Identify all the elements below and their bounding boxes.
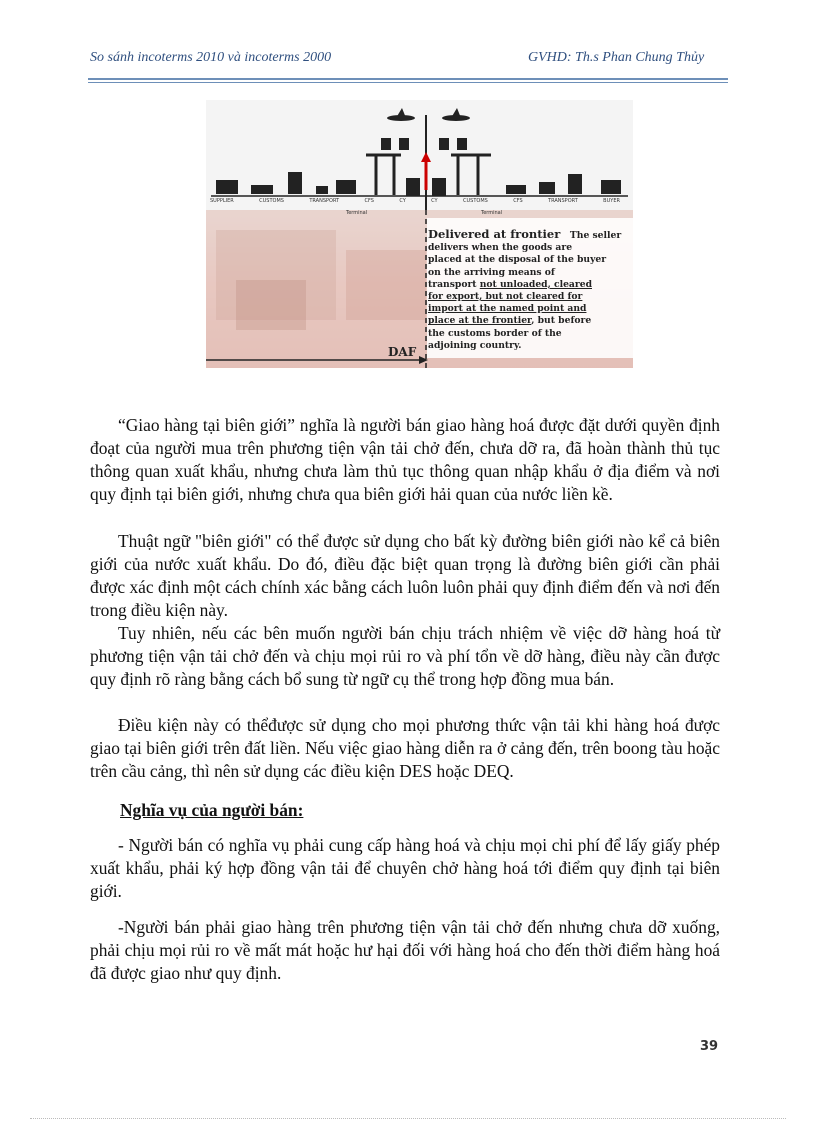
- caption-line: placed at the disposal of the buyer: [428, 254, 607, 266]
- caption-line: , but before: [531, 315, 592, 327]
- paragraph-transport-modes: Điều kiện này có thểđược sử dụng cho mọi phương thức vận tải khi hàng hoá được giao tại biên giới trên đất liền. Nếu việc giao hàng diễn ra ở cảng đến, trên boong tàu hoặc trên cầu cảng, thì nên sử dụng các điều kiện DES hoặc DEQ.: [90, 715, 720, 781]
- label-buyer: BUYER: [603, 198, 620, 204]
- terminal-label-right: Terminal: [481, 210, 503, 216]
- label-cy-right: CY: [431, 198, 438, 204]
- paragraph-definition: “Giao hàng tại biên giới” nghĩa là người bán giao hàng hoá được đặt dưới quyền định đoạt của người mua trên phương tiện vận tải chở đến, chưa dỡ ra, đã hoàn thành thủ tục thông quan xuất khẩu, nhưng chưa làm thủ tục thông quan nhập khẩu ở địa điểm và nơi quy định tại biên giới, nhưng chưa qua biên giới hải quan của nước liền kề.: [90, 415, 720, 504]
- caption-underlined: not unloaded, cleared: [479, 278, 592, 290]
- caption-title: Delivered at frontier: [428, 227, 561, 241]
- label-customs-right: CUSTOMS: [463, 198, 488, 204]
- label-cfs-right: CFS: [513, 198, 523, 204]
- daf-arrow-label: DAF: [388, 345, 417, 359]
- page-bottom-divider: [30, 1118, 786, 1119]
- label-customs-left: CUSTOMS: [259, 198, 284, 204]
- caption-line: adjoining country.: [428, 339, 522, 351]
- caption-line: transport: [428, 278, 480, 290]
- paragraph-frontier-term: Thuật ngữ "biên giới" có thể được sử dụng cho bất kỳ đường biên giới nào kể cả biên giới của nước xuất khẩu. Do đó, điều đặc biệt quan trọng là đường biên giới cần phải được xác định một cách chính xác bằng cách luôn luôn phải quy định điểm đến và nơi đến trong điều kiện này.: [90, 531, 720, 620]
- caption-underlined: for export, but not cleared for: [428, 291, 583, 303]
- label-cy-left: CY: [399, 198, 406, 204]
- figure-caption: [428, 228, 623, 352]
- obligation-item-2: -Người bán phải giao hàng trên phương tiện vận tải chở đến nhưng chưa dỡ xuống, phải chịu mọi rủi ro về mất mát hoặc hư hại đối với hàng hoá cho đến thời điểm hàng hoá đã được giao như quy định.: [90, 917, 720, 983]
- caption-underlined: import at the named point and: [428, 303, 587, 315]
- diagram-stage-labels: [210, 198, 620, 204]
- label-supplier: SUPPLIER: [210, 198, 234, 204]
- caption-line: on the arriving means of: [428, 266, 555, 278]
- page-number: 39: [700, 1039, 719, 1054]
- header-instructor: GVHD: Th.s Phan Chung Thủy: [528, 50, 705, 65]
- caption-line: The seller delivers when the goods are: [428, 230, 622, 254]
- label-transport-right: TRANSPORT: [548, 198, 578, 204]
- label-transport-left: TRANSPORT: [309, 198, 340, 204]
- terminal-label-left: Terminal: [346, 210, 368, 216]
- section-heading-seller-obligations: Nghĩa vụ của người bán:: [120, 800, 304, 820]
- header-divider: [88, 78, 728, 80]
- header-divider-thin: [88, 82, 728, 83]
- paragraph-unloading: Tuy nhiên, nếu các bên muốn người bán chịu trách nhiệm về việc dỡ hàng hoá từ phương tiện vận tải chở đến và chịu mọi rủi ro và phí tổn về dỡ hàng, điều này cần được quy định rõ ràng bằng cách bổ sung từ ngữ cụ thể trong hợp đồng mua bán.: [90, 623, 720, 689]
- obligation-item-1: - Người bán có nghĩa vụ phải cung cấp hàng hoá và chịu mọi chi phí để lấy giấy phép xuất khẩu, phải ký hợp đồng vận tải để chuyên chở hàng hoá tới điểm quy định tại biên giới.: [90, 835, 720, 901]
- label-cfs-left: CFS: [364, 198, 374, 204]
- header-title: So sánh incoterms 2010 và incoterms 2000: [90, 50, 332, 65]
- caption-underlined: place at the frontier: [428, 315, 532, 327]
- caption-line: the customs border of the: [428, 327, 562, 339]
